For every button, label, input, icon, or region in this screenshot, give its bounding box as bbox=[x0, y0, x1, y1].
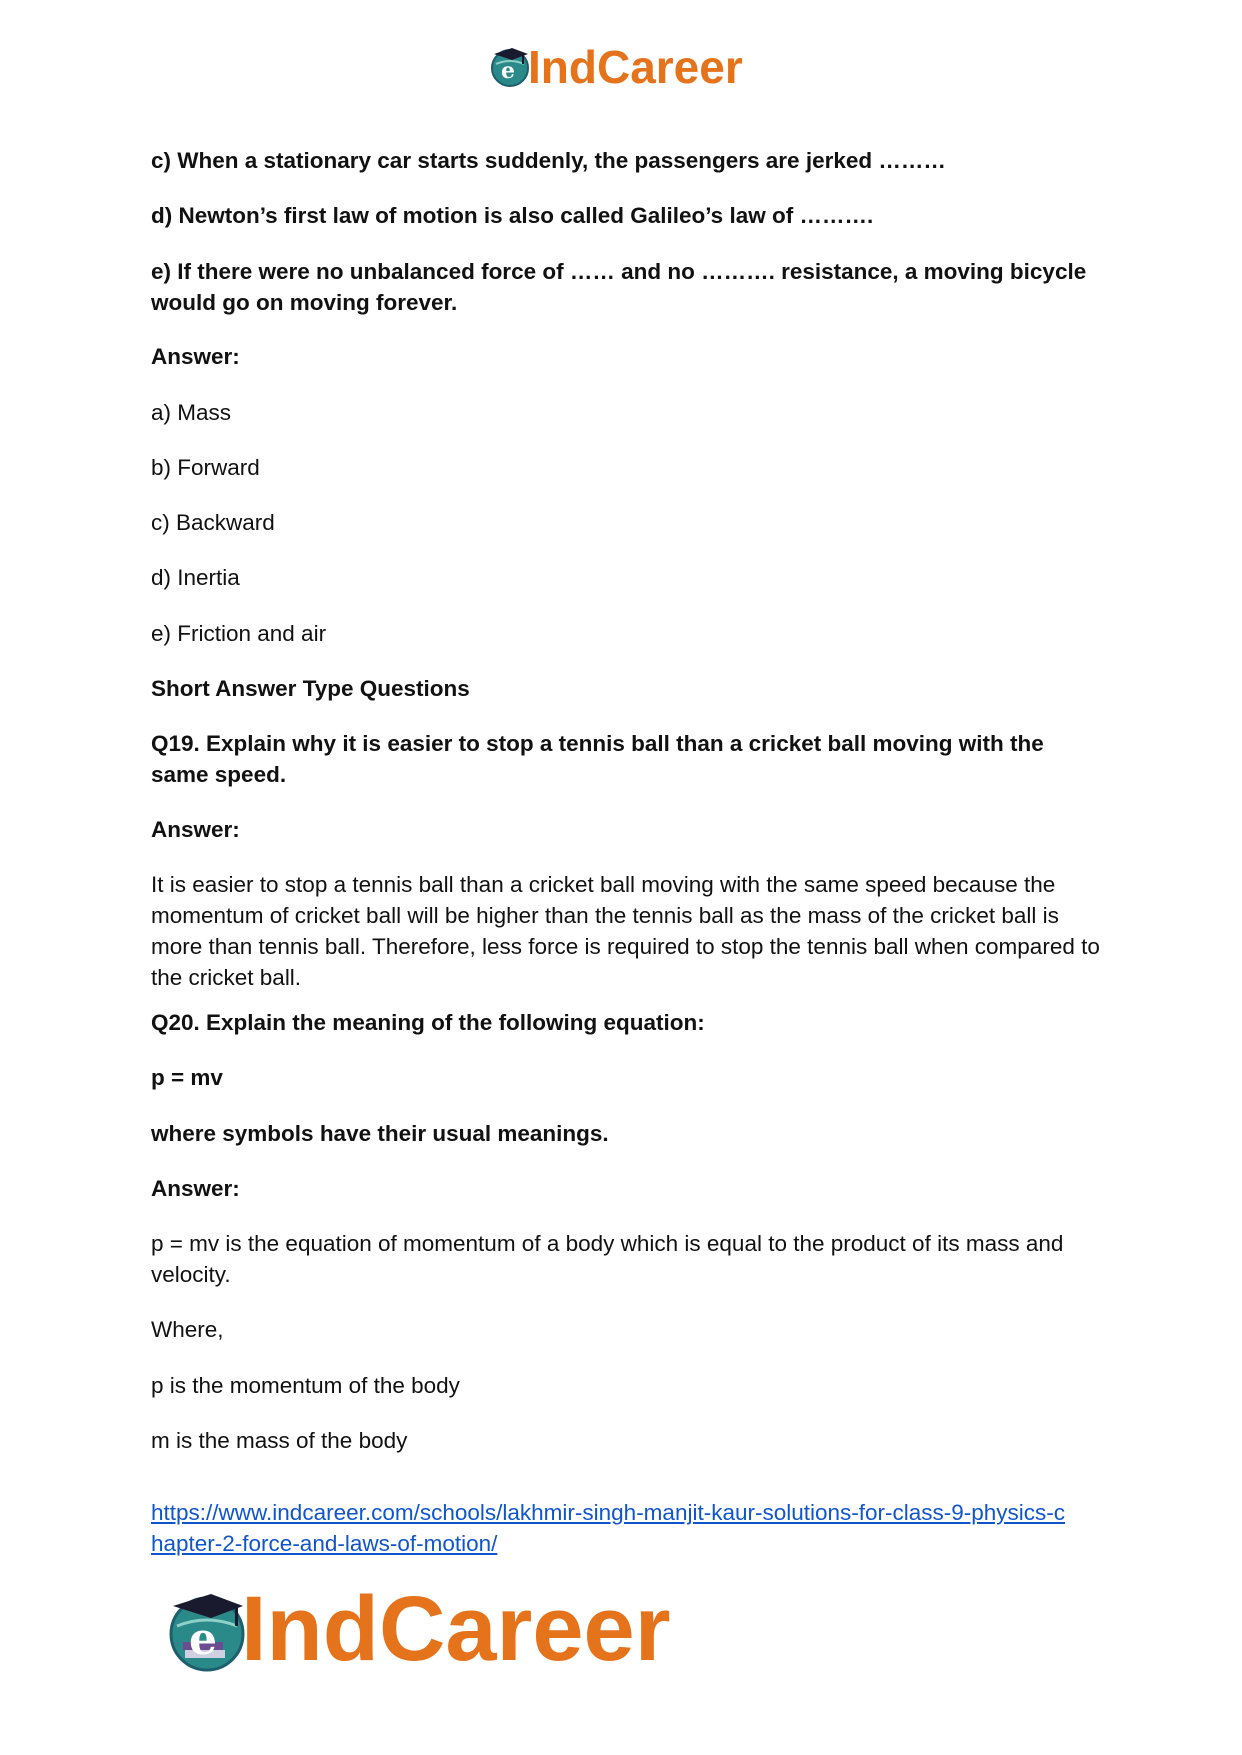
question-19: Q19. Explain why it is easier to stop a tennis ball than a cricket ball moving with the same speed. bbox=[151, 731, 1044, 787]
question-20-note: where symbols have their usual meanings. bbox=[151, 1121, 609, 1146]
logo-letter: e bbox=[189, 1614, 217, 1665]
question-20: Q20. Explain the meaning of the following equation: bbox=[151, 1010, 705, 1035]
answer-d: d) Inertia bbox=[151, 565, 240, 590]
graduation-globe-icon bbox=[488, 44, 532, 88]
answer-label: Answer: bbox=[151, 817, 240, 842]
source-link-line-1[interactable]: https://www.indcareer.com/schools/lakhmir-singh-manjit-kaur-solutions-for-class-9-physics-c bbox=[151, 1500, 1066, 1525]
question-d: d) Newton’s first law of motion is also called Galileo’s law of ………. bbox=[151, 203, 874, 228]
logo-wordmark: IndCareer bbox=[528, 41, 743, 93]
source-link[interactable] bbox=[151, 1497, 1101, 1559]
answer-e: e) Friction and air bbox=[151, 621, 327, 646]
section-title: Short Answer Type Questions bbox=[151, 676, 470, 701]
source-link-line-2[interactable]: hapter-2-force-and-laws-of-motion/ bbox=[151, 1531, 498, 1556]
answer-b: b) Forward bbox=[151, 455, 260, 480]
logo-wordmark: IndCareer bbox=[241, 1578, 671, 1680]
answer-label: Answer: bbox=[151, 1176, 240, 1201]
p-definition: p is the momentum of the body bbox=[151, 1373, 460, 1398]
answer-a: a) Mass bbox=[151, 400, 232, 425]
answer-20: p = mv is the equation of momentum of a body which is equal to the product of its mass and velocity. bbox=[151, 1231, 1064, 1287]
header-logo bbox=[488, 42, 758, 92]
answer-19: It is easier to stop a tennis ball than a cricket ball moving with the same speed because the momentum of cricket ball will be higher than the tennis ball as the mass of the cricket ball is more than tennis ball. Therefore, less force is required to stop the tennis ball when compared to the cricket ball. bbox=[151, 872, 1100, 990]
answer-label: Answer: bbox=[151, 344, 240, 369]
where-label: Where, bbox=[151, 1317, 224, 1342]
question-e: e) If there were no unbalanced force of …… and no ………. resistance, a moving bicycle would go on moving forever. bbox=[151, 259, 1087, 315]
equation: p = mv bbox=[151, 1065, 223, 1090]
logo-letter: e bbox=[501, 58, 515, 84]
footer-logo bbox=[163, 1580, 703, 1680]
m-definition: m is the mass of the body bbox=[151, 1428, 408, 1453]
question-c: c) When a stationary car starts suddenly, the passengers are jerked ……… bbox=[151, 148, 946, 173]
graduation-globe-icon bbox=[163, 1586, 251, 1674]
answer-c: c) Backward bbox=[151, 510, 275, 535]
